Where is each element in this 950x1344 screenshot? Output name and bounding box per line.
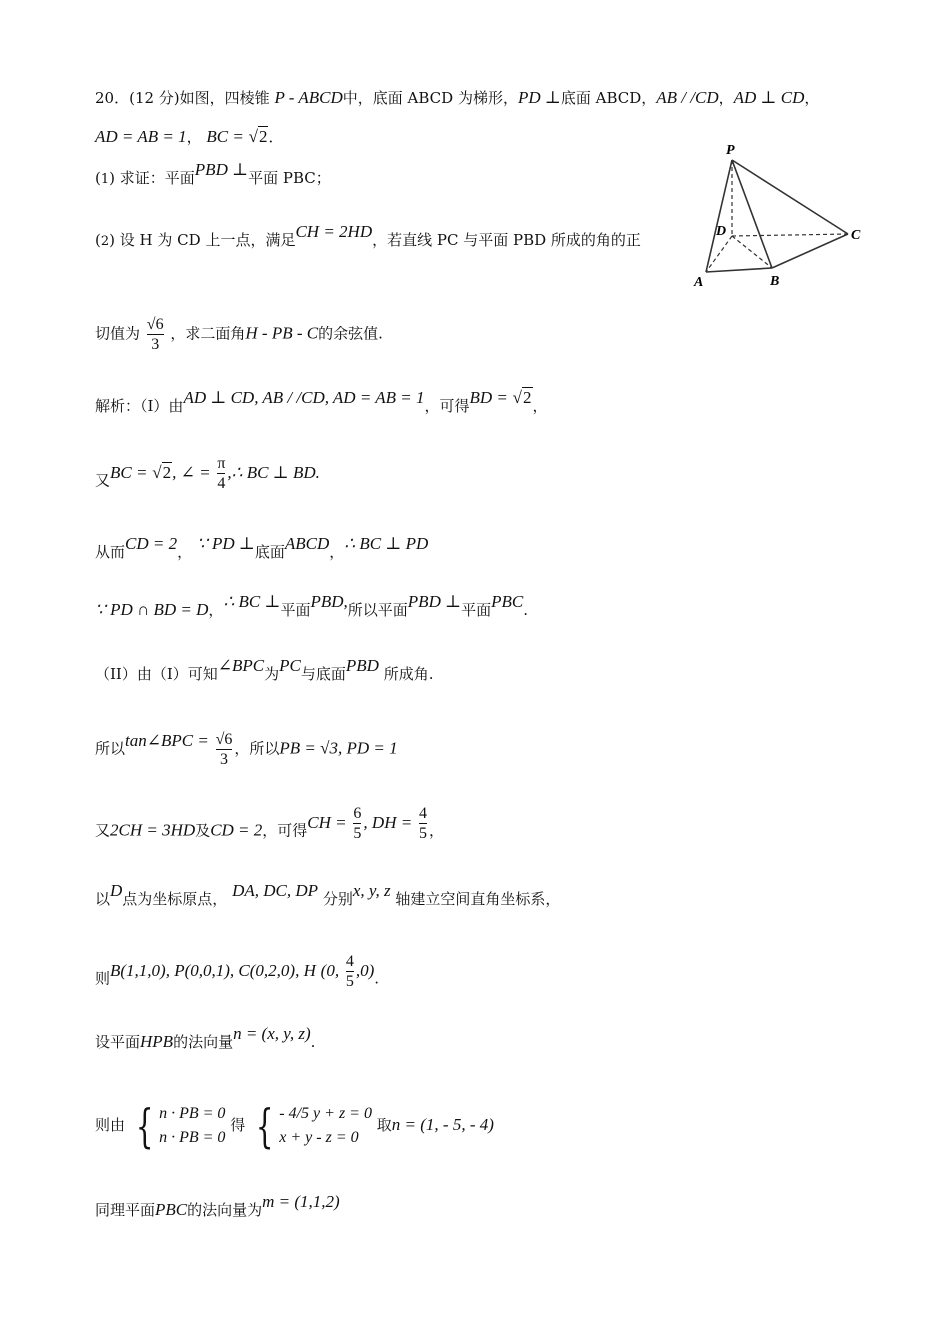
solution-line-1: 解析：（I）由AD ⊥ CD, AB / /CD, AD = AB = 1，可得BD = √2， [95, 388, 548, 415]
solution-line-7: 又2CH = 3HD及CD = 2，可得CH = $\frac{6}{5}$ , DH = $\frac{4}{5}$ ， [95, 805, 444, 842]
sqrt-2: √2 [248, 127, 268, 146]
solution-line-3: 从而CD = 2， ∵ PD ⊥底面ABCD，∴ BC ⊥ PD [95, 534, 429, 561]
solution-line-4: ∵ PD ∩ BD = D，∴ BC ⊥平面PBD,所以平面PBD ⊥平面PBC. [95, 592, 528, 619]
fraction: $\frac{6}{5}$ [353, 805, 362, 842]
solution-line-6: 所以tan∠BPC = $\frac{√6}{3}$ ，所以PB = √3, PD = 1 [95, 730, 398, 768]
system-1: { n · PB = 0 n · PB = 0 [135, 1099, 226, 1153]
problem-line-1: 20．(12 分)如图，四棱锥 P - ABCD中，底面 ABCD 为梯形，PD ⊥底面 ABCD，AB / /CD，AD ⊥ CD， [95, 88, 820, 107]
pyramid-figure [688, 140, 868, 290]
solution-line-5: （II）由（I）可知∠BPC为PC与底面PBD 所成角. [95, 656, 434, 683]
fraction: $\frac{√6}{3}$ [215, 731, 233, 768]
edge-BC [772, 234, 848, 268]
solution-line-8: 以D点为坐标原点， DA, DC, DP 分别x, y, z 轴建立空间直角坐标系， [95, 881, 561, 908]
label-P: P [726, 143, 735, 158]
fraction: $\frac{√6}{3}$ [146, 316, 164, 353]
solution-line-10: 设平面HPB的法向量n = (x, y, z). [95, 1024, 316, 1051]
fraction: $\frac{\pi}{4}$ [217, 455, 226, 492]
question-2-cont: 切值为 $\frac{√6}{3}$ ，求二面角H - PB - C的余弦值. [95, 316, 383, 353]
system-2: { - 4/5 y + z = 0 x + y - z = 0 [255, 1099, 372, 1153]
fraction: $\frac{4}{5}$ [345, 953, 354, 990]
question-1: (1) 求证：平面PBD ⊥平面 PBC； [95, 160, 331, 187]
solution-line-9: 则B(1,1,0), P(0,0,1), C(0,2,0), H (0, $\frac{4}{5}$ ,0). [95, 953, 380, 990]
question-2: (2) 设 H 为 CD 上一点，满足CH = 2HD，若直线 PC 与平面 PBD 所成的角的正 [95, 222, 641, 249]
edge-PA [706, 160, 732, 272]
label-B: B [770, 274, 780, 289]
edge-PB [732, 160, 772, 268]
solution-line-12: 同理平面PBC的法向量为m = (1,1,2) [95, 1192, 340, 1219]
label-A: A [694, 275, 704, 290]
edge-AB [706, 268, 772, 272]
problem-line-2: AD = AB = 1， BC = √2． [95, 127, 284, 146]
label-C: C [851, 228, 861, 243]
label-D: D [716, 224, 727, 239]
edge-PC [732, 160, 848, 234]
solution-line-2: 又BC = √2, ∠ = $\frac{\pi}{4}$ ,∴ BC ⊥ BD. [95, 455, 320, 492]
solution-line-11: 则由 { n · PB = 0 n · PB = 0 得 { - 4/5 y + z = 0 x + y - z = 0 取n = (1, - 5, - 4) [95, 1099, 494, 1153]
fraction: $\frac{4}{5}$ [418, 805, 427, 842]
edge-DC [732, 234, 848, 236]
